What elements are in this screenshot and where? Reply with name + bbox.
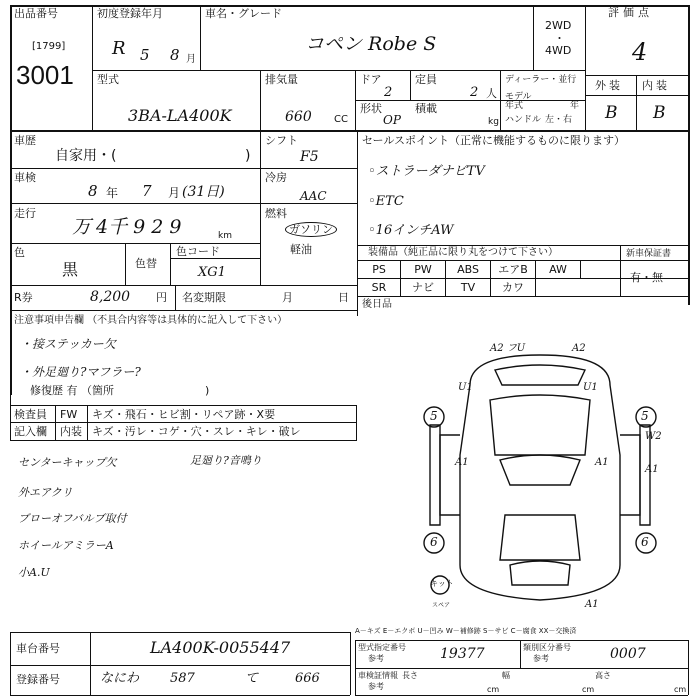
lot-label: 出品番号 [14, 7, 58, 20]
height-label: 高さ [595, 671, 611, 680]
interior-label: 内装 [642, 79, 670, 92]
shape-label: 形状 [360, 102, 382, 115]
equip-abs: ABS [457, 263, 479, 276]
mark-tire-rl: 6 [430, 535, 438, 549]
handle-label: ハンドル [505, 115, 542, 125]
right-door [620, 435, 640, 515]
exterior-grade: B [605, 103, 618, 123]
month-unit: 月 [186, 54, 196, 65]
mileage-label: 走行 [14, 207, 36, 220]
equipment-label: 装備品（純正品に限り丸をつけて下さい） [368, 247, 558, 258]
model-year-label2: 年式 [505, 101, 524, 111]
chassis-label: 車台番号 [16, 642, 60, 655]
grid-line [585, 95, 688, 96]
selling-point-3: ◦16インチAW [368, 223, 454, 238]
remark-6: 小A.U [18, 566, 50, 579]
cm-3: cm [674, 685, 687, 694]
cert-label-1b: 参考 [368, 654, 384, 663]
car-name: コペン Robe S [305, 33, 437, 55]
fuel-label: 燃料 [265, 207, 287, 220]
grid-line [688, 640, 689, 695]
remark-2: 足廻り?音鳴り [190, 454, 262, 467]
grid-line [260, 70, 261, 130]
grid-line [355, 695, 688, 696]
grid-line [87, 405, 88, 440]
grid-line [10, 168, 357, 169]
model-label: 型式 [97, 73, 119, 86]
mark-spare: スペア [432, 602, 451, 609]
cert-value-1: 19377 [440, 646, 485, 662]
remark-4: ブローオフバルブ取付 [18, 512, 127, 525]
era: R [112, 38, 126, 59]
damage-legend: A－キズ E－エクボ U－凹み W－補修跡 S－サビ C－腐食 XX－交換済 [355, 627, 577, 635]
interior-grade: B [653, 103, 666, 123]
equip-leather: カワ [502, 281, 524, 294]
grid-line [200, 5, 201, 70]
color-label: 色 [14, 246, 25, 259]
grid-line [350, 632, 351, 695]
grid-line [10, 440, 357, 441]
year-unit: 年 [570, 101, 580, 111]
first-reg-label: 初度登録年月 [97, 7, 163, 20]
disp-unit: CC [334, 114, 348, 125]
chassis: LA400K-0055447 [150, 638, 291, 657]
rear-panel [510, 561, 570, 585]
reg-month: 8 [170, 46, 180, 64]
grid-line [92, 70, 585, 71]
notes-label: 注意事項申告欄 （不具合内容等は具体的に記入して下さい） [14, 315, 288, 326]
insp-year-unit: 年 [106, 186, 119, 200]
doors: 2 [384, 85, 393, 100]
equip-navi: ナビ [412, 281, 434, 294]
grid-line [355, 668, 688, 669]
recycle: 8,200 [90, 289, 131, 305]
mark-a1-mid: A1 [595, 457, 609, 468]
grid-line [10, 243, 260, 244]
cert-label-2: 車検証情報 [358, 671, 398, 680]
plate-label: 登録番号 [16, 673, 60, 686]
ac-label: 冷房 [265, 171, 287, 184]
grid-line [10, 422, 357, 423]
name-change-label: 名変期限 [182, 291, 226, 304]
front-grille [495, 365, 585, 385]
selling-point-1: ◦ストラーダナビTV [368, 164, 485, 179]
mark-tire-rr: 6 [641, 535, 649, 549]
grid-line [357, 245, 688, 246]
mileage-man: 万 [72, 216, 92, 238]
insp-month-unit: 月 [168, 186, 181, 200]
mark-u1-right: U1 [583, 382, 598, 393]
grid-line [170, 243, 171, 285]
left-door [440, 435, 460, 515]
mileage: 4千 9 2 9 [96, 216, 182, 238]
history: 自家用・( [55, 148, 117, 164]
drive-dot: ・ [554, 32, 565, 45]
inspector-label-1: 検査員 [14, 408, 47, 421]
mark-w2: W2 [645, 431, 662, 442]
interior-items: キズ・汚レ・コゲ・穴・スレ・キレ・破レ [92, 425, 301, 438]
grid-line [357, 296, 688, 297]
grid-line [357, 296, 358, 316]
drive-2wd: 2WD [545, 19, 572, 32]
insp-day: (31日) [182, 184, 225, 200]
reg-year: 5 [140, 46, 150, 64]
remark-1: センターキャップ欠 [18, 456, 117, 469]
grid-line [10, 310, 357, 311]
color-code: XG1 [198, 265, 226, 280]
grid-line [580, 260, 581, 278]
hood [490, 395, 590, 455]
grid-line [355, 640, 356, 695]
inspector-label-2: 記入欄 [14, 425, 47, 438]
grid-line [355, 100, 585, 101]
grid-line [10, 665, 350, 666]
grid-line [260, 130, 261, 285]
grid-line [10, 285, 357, 286]
plate-area: なにわ [100, 671, 140, 686]
mileage-unit: km [218, 231, 232, 241]
mark-a1-right: A1 [645, 464, 659, 475]
eval-label: 評価点 [608, 6, 653, 19]
note-line-1: ・接ステッカー欠 [20, 337, 116, 351]
width-label: 幅 [502, 671, 510, 680]
windshield [500, 455, 580, 485]
plate-class: 587 [170, 671, 195, 686]
grid-line [92, 5, 93, 130]
grid-line [10, 632, 11, 695]
grid-line [90, 632, 91, 695]
fuel-gas [285, 224, 337, 235]
border-right [688, 5, 690, 305]
note-line-3: 修復歴 有 （箇所 [30, 384, 114, 397]
insp-month: 7 [142, 182, 152, 200]
history-close: ) [245, 148, 251, 164]
left-side-panel [430, 425, 440, 525]
selling-points-label: セールスポイント（正常に機能するものに限ります） [362, 134, 626, 147]
lot-number: 3001 [16, 60, 74, 90]
exterior-label: 外装 [595, 79, 623, 92]
selling-point-2: ◦ETC [368, 194, 404, 209]
ac: AAC [300, 189, 327, 203]
disp-label: 排気量 [265, 73, 298, 86]
grid-line [10, 203, 357, 204]
remark-3: 外エアクリ [18, 486, 73, 499]
capacity-unit: 人 [486, 87, 497, 100]
fw-items: キズ・飛石・ヒビ割・リペア跡・X要 [92, 408, 276, 421]
plate-kana: て [245, 671, 259, 686]
mark-u1-left: U1 [458, 382, 473, 393]
grid-line [636, 75, 637, 130]
grid-line [55, 405, 56, 440]
grid-line [125, 243, 126, 285]
capacity-label: 定員 [415, 73, 437, 86]
grid-line [10, 695, 350, 696]
mark-tire-fr: 5 [641, 409, 649, 423]
recolor-label: 色替 [135, 257, 157, 270]
grid-line [10, 632, 350, 633]
history-label: 車歴 [14, 134, 36, 147]
name-label: 車名・グレード [205, 7, 282, 20]
warranty-label: 新車保証書 [626, 249, 672, 259]
color: 黒 [62, 260, 79, 279]
shape: OP [383, 113, 401, 127]
grid-line [355, 640, 688, 641]
fuel-diesel: 軽油 [290, 243, 312, 256]
capacity: 2 [470, 85, 479, 100]
extra-label: 後日品 [362, 299, 392, 310]
grid-line [170, 258, 260, 259]
equip-sr: SR [371, 281, 387, 294]
cm-1: cm [487, 685, 500, 694]
interior-check-label: 内装 [60, 425, 82, 438]
grid-line [357, 260, 688, 261]
equip-ps: PS [372, 263, 386, 276]
mark-top-right: A2 [572, 343, 586, 354]
equip-aw: AW [549, 263, 567, 276]
model: 3BA-LA400K [128, 106, 232, 125]
cert-label-2b: 参考 [368, 682, 384, 691]
inspection-label: 車検 [14, 171, 36, 184]
recycle-unit: 円 [156, 291, 167, 304]
grid-line [410, 70, 411, 100]
handle-value: 左・右 [545, 115, 573, 125]
load-unit: kg [488, 117, 499, 127]
equip-tv: TV [460, 281, 476, 294]
grid-line [533, 5, 534, 70]
grid-line [356, 405, 357, 440]
dealer-label: ディーラー・並行 [505, 75, 577, 85]
grid-line [10, 405, 357, 406]
mark-top-left: A2 フU [490, 343, 526, 354]
border-left [10, 5, 12, 395]
fuel-gas-text: ガソリン [285, 222, 337, 237]
drive-4wd: 4WD [545, 44, 572, 57]
model-year-label: モデル [505, 92, 532, 102]
grid-line [620, 245, 621, 296]
fw-label: FW [60, 408, 78, 421]
grid-line [520, 640, 521, 668]
eval-score: 4 [632, 38, 648, 66]
recycle-label: R券 [14, 291, 33, 304]
grid-line [10, 395, 11, 440]
note-line-3-close: ) [205, 384, 210, 397]
class-label-b: 参考 [533, 654, 549, 663]
cert-label-1: 型式指定番号 [358, 643, 406, 652]
remark-5: ホイールアミラーA [18, 539, 114, 552]
grid-line [585, 75, 688, 76]
note-line-2: ・外足廻り?マフラー? [20, 365, 141, 379]
lot-small: [1799] [32, 41, 66, 52]
cm-2: cm [582, 685, 595, 694]
shift-label: シフト [265, 134, 298, 147]
equip-airbag: エアB [498, 263, 528, 276]
warranty-value: 有・無 [630, 271, 663, 284]
disp: 660 [285, 109, 312, 125]
grid-line [175, 285, 176, 310]
grid-line [585, 5, 586, 130]
mark-a1-left: A1 [455, 457, 469, 468]
mark-tire-fl: 5 [430, 409, 438, 423]
plate-num: 666 [295, 671, 320, 686]
mark-a1-bottom: A1 [585, 599, 599, 610]
grid-line [10, 130, 688, 132]
shift: F5 [300, 149, 319, 165]
class-label: 類別区分番号 [523, 643, 571, 652]
rear-deck [500, 515, 580, 560]
equip-pw: PW [414, 263, 432, 276]
insp-year: 8 [88, 182, 98, 200]
name-change-month: 月 [282, 291, 293, 304]
color-code-label: 色コード [176, 245, 220, 258]
load-label: 積載 [415, 102, 437, 115]
length-label: 長さ [402, 671, 418, 680]
doors-label: ドア [360, 73, 382, 86]
class-value: 0007 [610, 646, 646, 662]
mark-kit: キット [430, 579, 454, 588]
name-change-day: 日 [338, 291, 349, 304]
